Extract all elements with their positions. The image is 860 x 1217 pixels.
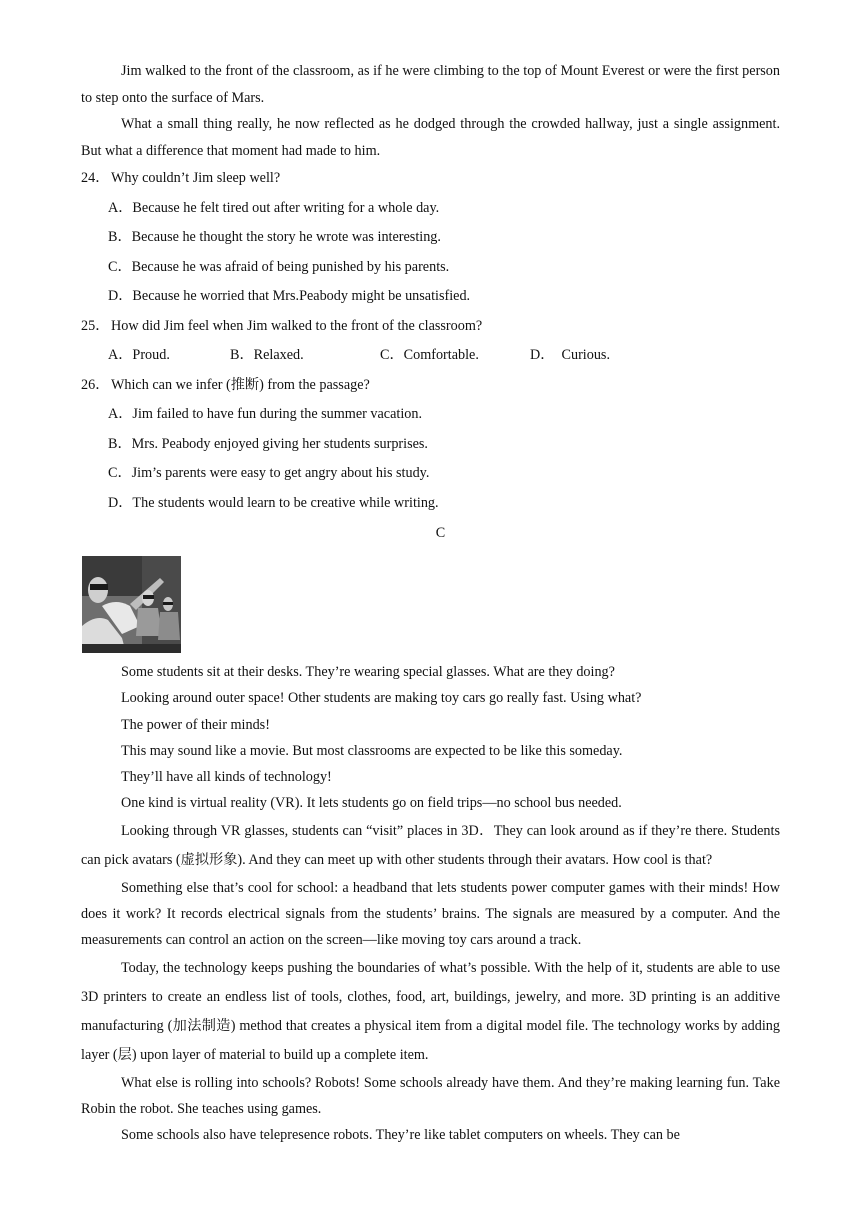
passage-paragraph: They’ll have all kinds of technology!: [121, 769, 332, 786]
option-c: C．Because he was afraid of being punished by his parents.: [108, 258, 450, 275]
passage-paragraph: Today, the technology keeps pushing the boundaries of what’s possible. With the help of it, students are able to use 3D printers to create an endless list of tools, clothes, food, art, buildings, jewelry, and more. 3D printing is an additive manufacturing (加法制造) method that creates a physical item from a digital model file. The technology works by adding layer (层) upon layer of material to build up a complete item.: [81, 959, 780, 1063]
question-text: Why couldn’t Jim sleep well?: [111, 170, 281, 186]
question-number: 24．: [81, 170, 110, 186]
vr-classroom-photo: [82, 556, 181, 653]
question-number: 25．: [81, 317, 110, 334]
passage-c: [81, 659, 780, 1149]
section-label: C: [435, 525, 446, 541]
passage-paragraph: One kind is virtual reality (VR). It lets students go on field trips—no school bus needed.: [121, 795, 622, 812]
option-d: D． Curious.: [530, 347, 610, 363]
passage-paragraph: The power of their minds!: [121, 716, 270, 733]
question-26: [81, 371, 780, 519]
question-number: 26．: [81, 376, 110, 393]
option-a: A．Because he felt tired out after writing for a whole day.: [108, 199, 440, 216]
passage-paragraph: Looking through VR glasses, students can “visit” places in 3D．They can look around as if they’re there. Students can pick avatars (虚拟形象). And they can meet up with other students through their avatars. How cool is that?: [81, 822, 780, 868]
question-text: Which can we infer (推断) from the passage?: [111, 376, 370, 393]
option-a: A．Proud.: [108, 347, 170, 363]
option-d: D．The students would learn to be creative while writing.: [108, 494, 439, 511]
option-d: D．Because he worried that Mrs.Peabody might be unsatisfied.: [108, 288, 471, 304]
question-25: [81, 312, 780, 371]
option-a: A．Jim failed to have fun during the summer vacation.: [108, 406, 423, 422]
passage-paragraph: What else is rolling into schools? Robots! Some schools already have them. And they’re making learning fun. Take Robin the robot. She teaches using games.: [81, 1074, 780, 1117]
passage-paragraph: Looking around outer space! Other students are making toy cars go really fast. Using what?: [121, 690, 642, 707]
option-c: C．Comfortable.: [380, 347, 479, 363]
passage-paragraph: This may sound like a movie. But most classrooms are expected to be like this someday.: [121, 742, 623, 759]
question-text: How did Jim feel when Jim walked to the front of the classroom?: [111, 317, 483, 334]
option-b: B．Because he thought the story he wrote was interesting.: [108, 229, 441, 245]
passage-paragraph: Jim walked to the front of the classroom, as if he were climbing to the top of Mount Everest or were the first person to step onto the surface of Mars.: [81, 63, 780, 106]
option-c: C．Jim’s parents were easy to get angry about his study.: [108, 465, 430, 481]
question-24: [81, 164, 780, 312]
passage-paragraph: Some schools also have telepresence robots. They’re like tablet computers on wheels. They can be: [121, 1127, 680, 1144]
passage-paragraph: Something else that’s cool for school: a headband that lets students power computer games with their minds! How does it work? It records electrical signals from the students’ brains. The signals are measured by a computer. And the measurements can control an action on the screen—like moving toy cars around a track.: [81, 879, 780, 949]
passage-paragraph: What a small thing really, he now reflected as he dodged through the crowded hallway, just a single assignment. But what a difference that moment had made to him.: [81, 116, 780, 159]
option-b: B．Mrs. Peabody enjoyed giving her students surprises.: [108, 435, 428, 452]
options-row: [81, 341, 780, 371]
option-b: B．Relaxed.: [230, 347, 304, 363]
passage-paragraph: Some students sit at their desks. They’re wearing special glasses. What are they doing?: [121, 664, 615, 680]
document-page: [81, 58, 780, 1149]
